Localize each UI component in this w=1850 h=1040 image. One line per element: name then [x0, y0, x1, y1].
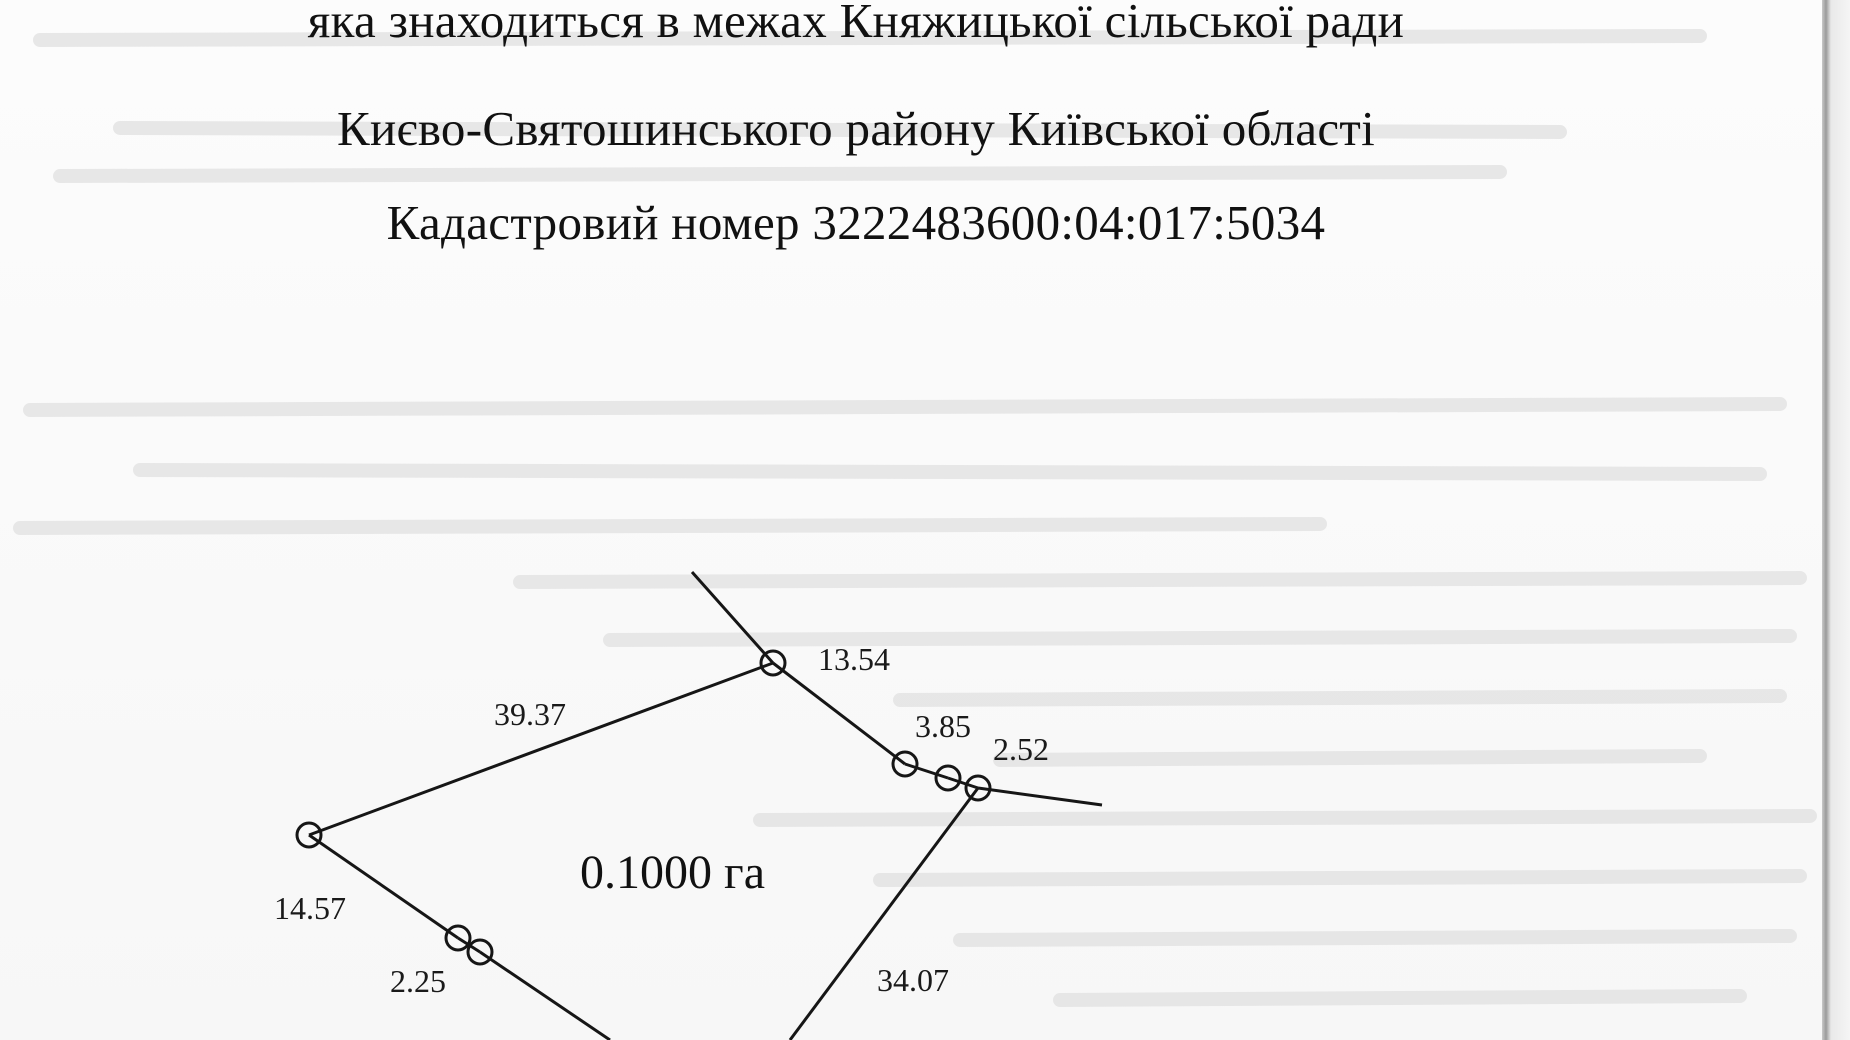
segment-label: 3.85 [915, 708, 971, 744]
boundary-line [773, 663, 905, 764]
heading-line-1: яка знаходиться в межах Княжицької сільської ради [307, 0, 1405, 48]
boundary-line [948, 778, 978, 788]
boundary-line [309, 663, 773, 835]
boundary-line [480, 952, 610, 1040]
cadastral-number: Кадастровий номер 3222483600:04:017:5034 [386, 195, 1326, 250]
segment-label: 14.57 [274, 890, 346, 926]
segment-label: 2.25 [390, 963, 446, 999]
segment-label: 13.54 [818, 641, 890, 677]
boundary-line [692, 572, 773, 663]
boundary-line [790, 788, 978, 1040]
boundary-line [905, 764, 948, 778]
boundary-line [978, 788, 1102, 805]
page-edge [1822, 0, 1850, 1040]
heading-line-2: Києво-Святошинського району Київської області [336, 101, 1376, 156]
segment-label: 39.37 [494, 696, 566, 732]
segment-label: 2.52 [993, 731, 1049, 767]
segment-label: 34.07 [877, 962, 949, 998]
parcel-area-label: 0.1000 га [580, 846, 765, 899]
